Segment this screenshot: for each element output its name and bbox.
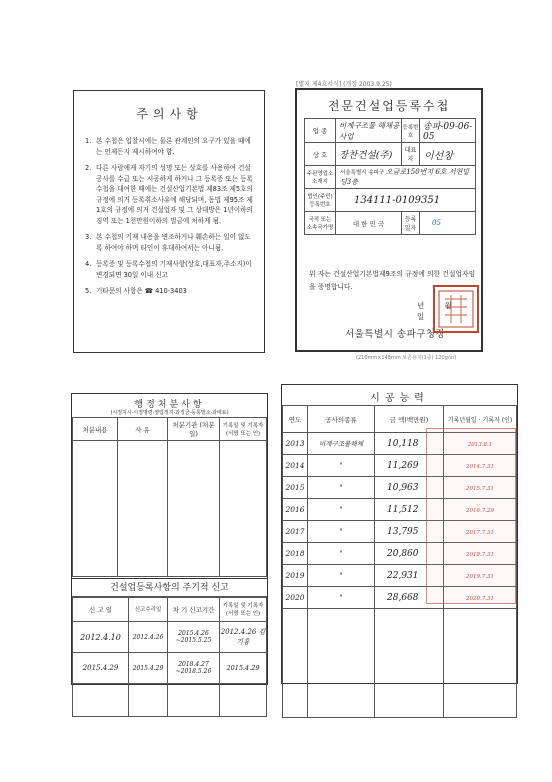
capacity-header: 금 액(백만원)	[375, 406, 444, 433]
periodic-report-title: 건설업등록사항의 주기적 신고	[72, 578, 267, 598]
capacity-row: 2014 " 11,269 2014.7.31	[283, 455, 517, 477]
notice-item: 1. 본 수첩은 입찰시에는 물론 관계인의 요구가 있을 때에는 언제든지 제시하여야 함.	[85, 137, 251, 156]
admin-header: 사 유	[118, 418, 168, 441]
record-stamp-icon: 2013.8.1	[444, 433, 517, 455]
label-nation: 국적 또는 소속국가명	[305, 212, 336, 235]
capacity-header: 기록년월일 · 기록자 (인)	[444, 406, 517, 433]
report-accept-date: 2012.4.26	[129, 622, 168, 653]
record-stamp-icon: 2014.7.31	[444, 455, 517, 477]
record-stamp-icon: 2016.7.29	[444, 499, 517, 521]
admin-title: 행정처분사항	[134, 400, 205, 410]
registration-certificate	[295, 88, 483, 352]
admin-header: 처분기관 (처분일)	[168, 418, 220, 441]
report-date: 2012.4.10	[73, 622, 129, 653]
report-next-period: 2015.4.26 ~2015.5.25	[168, 622, 220, 653]
record-stamp-icon: 2020.7.31	[444, 587, 517, 609]
label-reg-date: 등록일자	[402, 212, 420, 235]
certificate-body-text: 위 자는 건설산업기본법제9조의 규정에 의한 건설업자임을 증명합니다.	[309, 270, 476, 291]
report-header: 신 고 일	[73, 597, 129, 622]
value-reg-date: 05	[420, 212, 476, 235]
capacity-header: 공사의종류	[308, 406, 375, 433]
record-stamp-icon: 2019.7.31	[444, 565, 517, 587]
construction-capacity-panel	[281, 384, 518, 684]
report-recorder: 2012.4.26 김기홍	[220, 622, 267, 653]
notice-item: 5. 기타문의 사항은 ☎ 410-3403	[85, 287, 187, 295]
label-name: 상 호	[305, 143, 336, 166]
value-address: 서울특별시 송파구 오금로150번지 6호 서현빌딩3층	[336, 166, 476, 189]
notice-item: 2. 다른 사람에게 자기의 성명 또는 상호를 사용하여 건설공사를 수급 또는 시공하게 하거나 그 등록증 또는 등록수첩을 대여한 때에는 건설산업기본법 제83조 제5호의 규정에 의거 등록취소사유에 해당되며, 동법 제95조 제1호의 규정에 의거 건설업자 및 그 상대방은 1년이하의 징역 또는 1천만원이하의 벌금에 처하게 됨.	[85, 164, 253, 225]
capacity-row: 2013 비계구조물해체 10,118 2013.8.1	[283, 433, 517, 455]
value-type: 비계구조물 해체공사업	[336, 119, 402, 143]
capacity-row: 2018 " 20,860 2018.7.31	[283, 543, 517, 565]
notice-title: 주의사항	[136, 107, 203, 121]
notice-item: 3. 본 수첩의 기재 내용을 변조하거나 훼손하는 일이 없도록 하여야 하며 타인이 휴대하여서는 아니됨.	[85, 233, 251, 252]
value-nation: 대 한 민 국	[336, 212, 402, 235]
label-rep: 대표자	[402, 143, 420, 166]
admin-header: 기록일 및 기록자 (서명 또는 인)	[220, 418, 267, 441]
value-rep: 이선창	[420, 143, 476, 166]
value-reg-no: 송파-09-06-05	[420, 119, 476, 143]
certificate-issuer: 서울특별시 송파구청장	[345, 329, 446, 340]
notice-panel	[73, 90, 265, 353]
label-address: 주된영업소 소재지	[305, 166, 336, 189]
label-type: 업 종	[305, 119, 336, 143]
capacity-row: 2016 " 11,512 2016.7.29	[283, 499, 517, 521]
admin-subtitle: (시정지시·시정명령·영업정지·과징금·등록말소·과태료)	[110, 410, 229, 416]
record-stamp-icon: 2017.7.31	[444, 521, 517, 543]
certificate-title: 전문건설업등록수첩	[327, 99, 451, 113]
notice-item: 4. 등록증 및 등록수첩의 기재사항(상호,대표자,주소지)이 변경되면 30일 이내 신고	[85, 260, 252, 279]
capacity-title: 시공능력	[370, 393, 429, 404]
certificate-date: 년 월 일	[417, 301, 461, 321]
certificate-footer: (210mm×148mm 보존용지(1종) 120g/㎡)	[356, 355, 457, 361]
report-next-period: 2018.4.27 ~2018.5.26	[168, 653, 220, 684]
record-stamp-icon: 2018.7.31	[444, 543, 517, 565]
record-stamp-icon: 2015.7.31	[444, 477, 517, 499]
report-date: 2015.4.29	[73, 653, 129, 684]
report-recorder: 2015.4.29	[220, 653, 267, 684]
capacity-row: 2020 " 28,668 2020.7.31	[283, 587, 517, 609]
official-seal-icon-graphic	[435, 287, 477, 331]
red-stamp-column-icon	[426, 428, 516, 604]
admin-header: 처분내용	[73, 418, 118, 441]
value-corp-no: 134111-0109351	[336, 189, 476, 212]
report-header: 차 기 신고기간	[168, 597, 220, 622]
admin-actions-table	[72, 417, 267, 577]
report-header: 신고수리일	[129, 597, 168, 622]
report-header: 기록일 및 기록자 (서명 또는 인)	[220, 597, 267, 622]
capacity-header: 연도	[283, 406, 308, 433]
official-seal-icon	[433, 285, 479, 333]
label-reg-no: 등록번호	[402, 119, 420, 143]
label-corp-no: 법인(주민) 등록번호	[305, 189, 336, 212]
capacity-row: 2015 " 10,963 2015.7.31	[283, 477, 517, 499]
capacity-row: 2019 " 22,931 2019.7.31	[283, 565, 517, 587]
admin-actions-panel	[71, 393, 268, 685]
certificate-table	[304, 118, 476, 235]
value-name: 장찬건설(주)	[336, 143, 402, 166]
capacity-row: 2017 " 13,795 2017.7.31	[283, 521, 517, 543]
certificate-form-caption: [별지 제4호서식] (개정 2003.9.25)	[296, 81, 392, 88]
report-accept-date: 2015.4.29	[129, 653, 168, 684]
periodic-report-table	[72, 596, 267, 717]
